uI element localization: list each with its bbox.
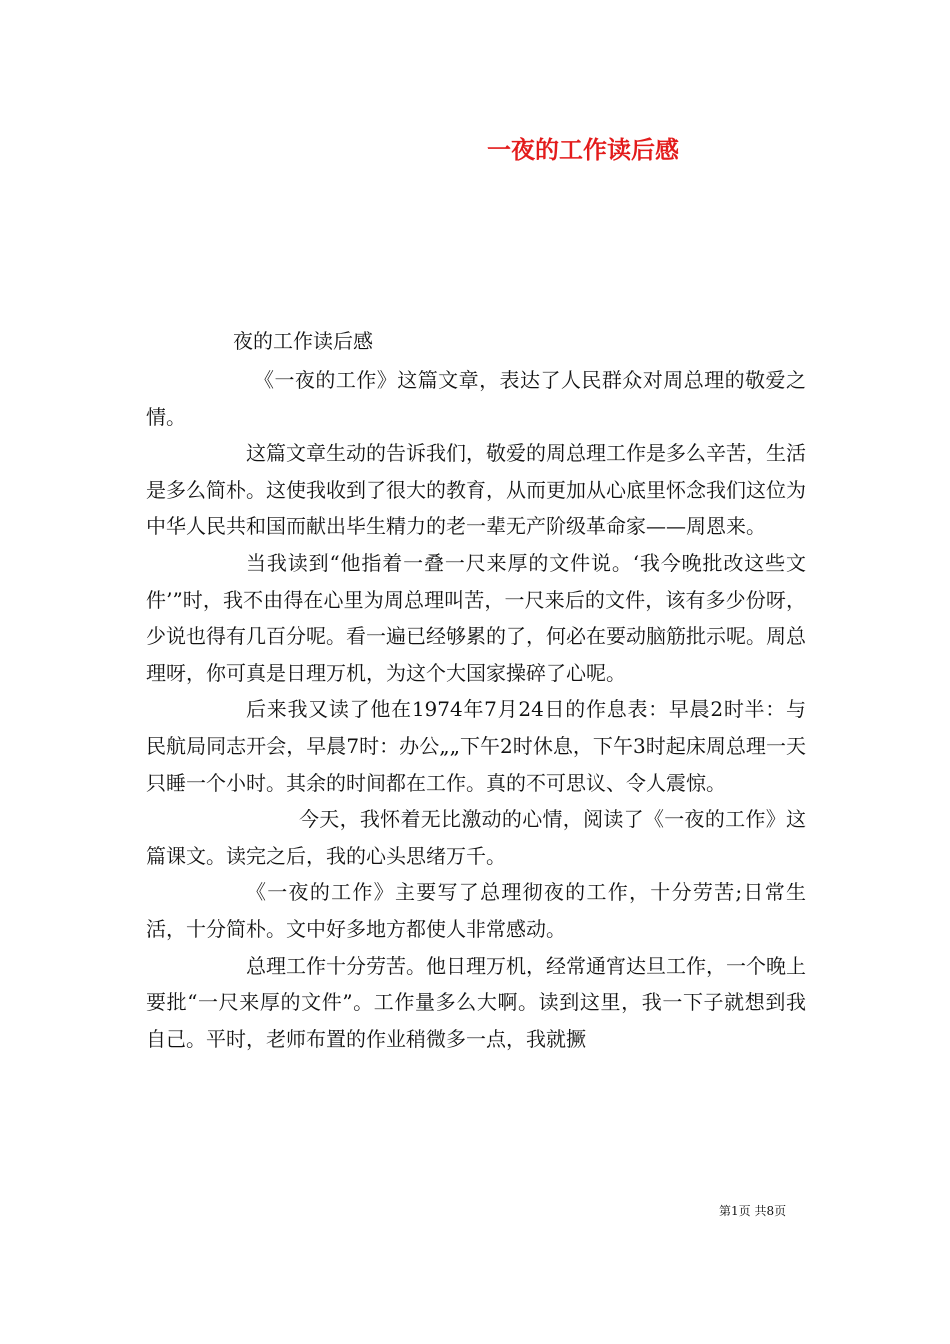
document-body: [146, 362, 806, 1057]
paragraph-5: 今天，我怀着无比激动的心情，阅读了《一夜的工作》这篇课文。读完之后，我的心头思绪万千。: [146, 807, 806, 868]
paragraph-7: 总理工作十分劳苦。他日理万机，经常通宵达旦工作，一个晚上要批“一尺来厚的文件”。工作量多么大啊。读到这里，我一下子就想到我自己。平时，老师布置的作业稍微多一点，我就撅: [146, 953, 806, 1051]
paragraph-6: 《一夜的工作》主要写了总理彻夜的工作，十分劳苦;日常生活，十分简朴。文中好多地方都使人非常感动。: [146, 880, 806, 941]
paragraph-4: 后来我又读了他在1974年7月24日的作息表：早晨2时半：与民航局同志开会，早晨7时：办公„„下午2时休息，下午3时起床周总理一天只睡一个小时。其余的时间都在工作。真的不可思议、令人震惊。: [146, 697, 806, 795]
document-subtitle: 夜的工作读后感: [233, 329, 373, 353]
paragraph-2: 这篇文章生动的告诉我们，敬爱的周总理工作是多么辛苦，生活是多么简朴。这使我收到了很大的教育，从而更加从心底里怀念我们这位为中华人民共和国而献出毕生精力的老一辈无产阶级革命家——周恩来。: [146, 441, 806, 539]
paragraph-3: 当我读到“他指着一叠一尺来厚的文件说。‘我今晚批改这些文件’”时，我不由得在心里为周总理叫苦，一尺来后的文件，该有多少份呀，少说也得有几百分呢。看一遍已经够累的了，何必在要动脑筋批示呢。周总理呀，你可真是日理万机，为这个大国家操碎了心呢。: [146, 550, 806, 685]
page-title: 一夜的工作读后感: [487, 135, 679, 164]
paragraph-1: 《一夜的工作》这篇文章，表达了人民群众对周总理的敬爱之情。: [146, 368, 806, 429]
page-footer: 第1页 共8页: [719, 1204, 787, 1218]
